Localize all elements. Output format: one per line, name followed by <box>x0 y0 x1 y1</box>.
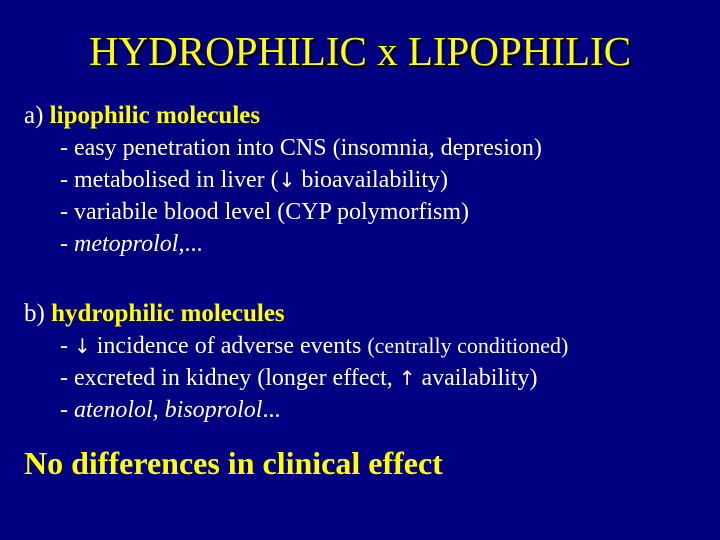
item-note: (centrally conditioned) <box>367 333 569 358</box>
list-item <box>24 394 568 426</box>
list-item <box>24 362 568 394</box>
section-letter: b) <box>24 300 45 327</box>
up-arrow-icon: ↑ <box>398 366 416 390</box>
list-item <box>24 330 568 362</box>
down-arrow-icon: ↓ <box>278 168 296 192</box>
section-heading <box>24 298 568 330</box>
slide-title: HYDROPHILIC x LIPOPHILIC <box>88 28 632 74</box>
item-text: - variabile blood level (CYP polymorfism) <box>60 199 470 225</box>
section-lipophilic <box>24 100 542 260</box>
item-dash: - <box>60 231 74 257</box>
list-item <box>24 196 542 228</box>
section-letter: a) <box>24 102 44 129</box>
item-text: - metabolised in liver ( <box>60 167 279 193</box>
conclusion-text: No differences in clinical effect <box>24 445 443 481</box>
section-heading <box>24 100 542 132</box>
item-text: - excreted in kidney (longer effect, <box>60 365 399 391</box>
item-text: - <box>60 333 74 359</box>
section-hydrophilic <box>24 298 568 426</box>
section-label: hydrophilic molecules <box>51 300 285 327</box>
item-text: ... <box>262 397 281 423</box>
down-arrow-icon: ↓ <box>74 334 91 358</box>
list-item <box>24 228 542 260</box>
item-text: - easy penetration into CNS (insomnia, depresion) <box>60 135 542 161</box>
drug-name: atenolol, bisoprolol <box>74 397 263 423</box>
list-item <box>24 164 542 196</box>
item-text: availability) <box>415 365 538 391</box>
item-text: incidence of adverse events <box>90 333 368 359</box>
section-label: lipophilic molecules <box>49 102 261 129</box>
item-text: ,... <box>178 231 203 257</box>
list-item <box>24 132 542 164</box>
item-text: bioavailability) <box>295 167 448 193</box>
drug-name: metoprolol <box>74 231 179 257</box>
item-dash: - <box>60 397 74 423</box>
